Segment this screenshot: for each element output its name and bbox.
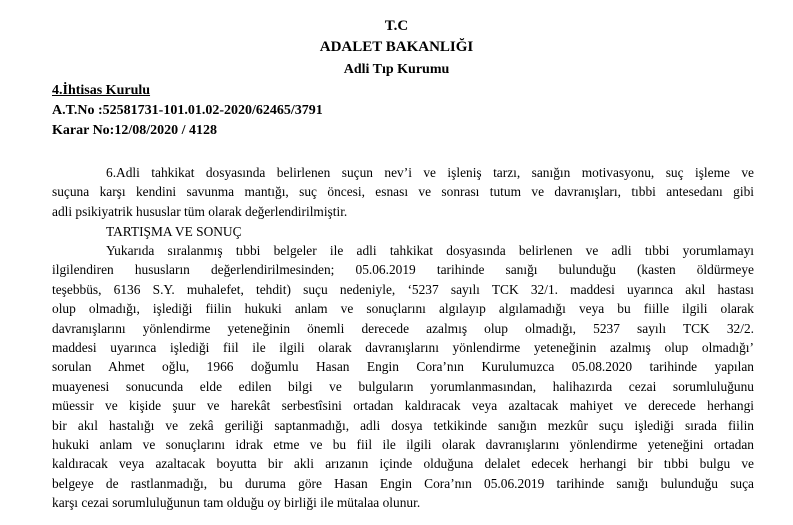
paragraph-line: sorulan Ahmet oğlu, 1966 doğumlu Hasan Engin Cora’nın Kurulumuzca 05.08.2020 tarihinde yapılan	[52, 359, 754, 375]
paragraph-line: hukuki anlam ve sonuçlarını idrak etme ve bu fiil ile ilgili olarak davranışlarını yönlendirme yeteneğini ortadan	[52, 436, 754, 452]
paragraph-1	[52, 163, 754, 221]
section-heading: TARTIŞMA VE SONUÇ	[106, 224, 242, 239]
paragraph-2	[52, 241, 754, 512]
paragraph-line: muayenesi sonucunda elde edilen bilgi ve bulguların yorumlanmasından, halihazırda cezai sorumluluğunu	[52, 378, 754, 394]
paragraph-line: kaldıracak veya azaltacak boyutta bir akli arızanın içinde olduğuna delalet edecek herhangi bir tıbbi bulgu ve	[52, 456, 754, 472]
paragraph-line: olup olmadığı, işlediği fiilin hukuki anlam ve sonuçlarını algılayıp algılamadığı veya bu fiille ilgili olarak	[52, 301, 754, 317]
header-ministry: ADALET BAKANLIĞI	[319, 39, 474, 55]
paragraph-line: adli psikiyatrik hususlar tüm olarak değerlendirilmiştir.	[52, 203, 348, 219]
paragraph-line: 6.Adli tahkikat dosyasında belirlenen suçun nev’i ve işleniş tarzı, sanığın motivasyonu, suç işleme ve	[106, 165, 754, 180]
committee-prefix: 4.	[52, 83, 63, 98]
paragraph-line: davranışlarını yönlendirme yeteneğinin önemli derecede azalmış olup olmadığı, 5237 sayılı TCK 32/2.	[52, 320, 754, 336]
paragraph-line: teşebbüs, 6136 S.Y. muhalefet, tehdit) suçu nedeniyle, ‘5237 sayılı TCK 32/1. maddesi uyarınca akıl hastası	[52, 281, 754, 297]
paragraph-line: Yukarıda sıralanmış tıbbi belgeler ile adli tahkikat dosyasında belirlenen ve adli tıbbi yorumlamayı	[106, 243, 754, 258]
header-institution: Adli Tıp Kurumu	[343, 62, 450, 77]
paragraph-line: maddesi uyarınca işlediği fiil ile ilgili olarak davranışlarını yönlendirme yeteneğinin azalmış olup olmadığı’	[52, 339, 754, 355]
paragraph-line: suçuna karşı kendini savunma mantığı, suç öncesi, esnası ve sonrası tutum ve davranışları, tıbbi antesedanı gibi	[52, 184, 754, 200]
paragraph-line: karşı cezai sorumluluğunun tam olduğu oy birliği ile mütalaa olunur.	[52, 495, 421, 511]
committee-name: İhtisas Kurulu	[62, 83, 151, 98]
header-country: T.C	[384, 18, 409, 34]
committee-line	[52, 83, 150, 99]
atno-line: A.T.No :52581731-101.01.02-2020/62465/3791	[52, 103, 323, 118]
paragraph-line: bir akıl hastalığı ve zekâ geriliği saptanmadığı, adli dosya tetkikinde sanığın mezkûr suçu işlediği sırada fiilin	[52, 417, 754, 433]
paragraph-line: ilgilendiren hususların değerlendirilmesinden; 05.06.2019 tarihinde sanığı bulunduğu (kasten öldürmeye	[52, 262, 754, 278]
karar-line: Karar No:12/08/2020 / 4128	[52, 123, 218, 138]
paragraph-line: müessir ve kişide şuur ve harekât serbestîsini ortadan kaldıracak veya azaltacak mahiyet ve derecede herhangi	[52, 398, 754, 414]
paragraph-line: belgeye de rastlanmadığı, bu duruma göre Hasan Engin Cora’nın 05.06.2019 tarihinde sanığı bulunduğu suça	[52, 475, 754, 491]
